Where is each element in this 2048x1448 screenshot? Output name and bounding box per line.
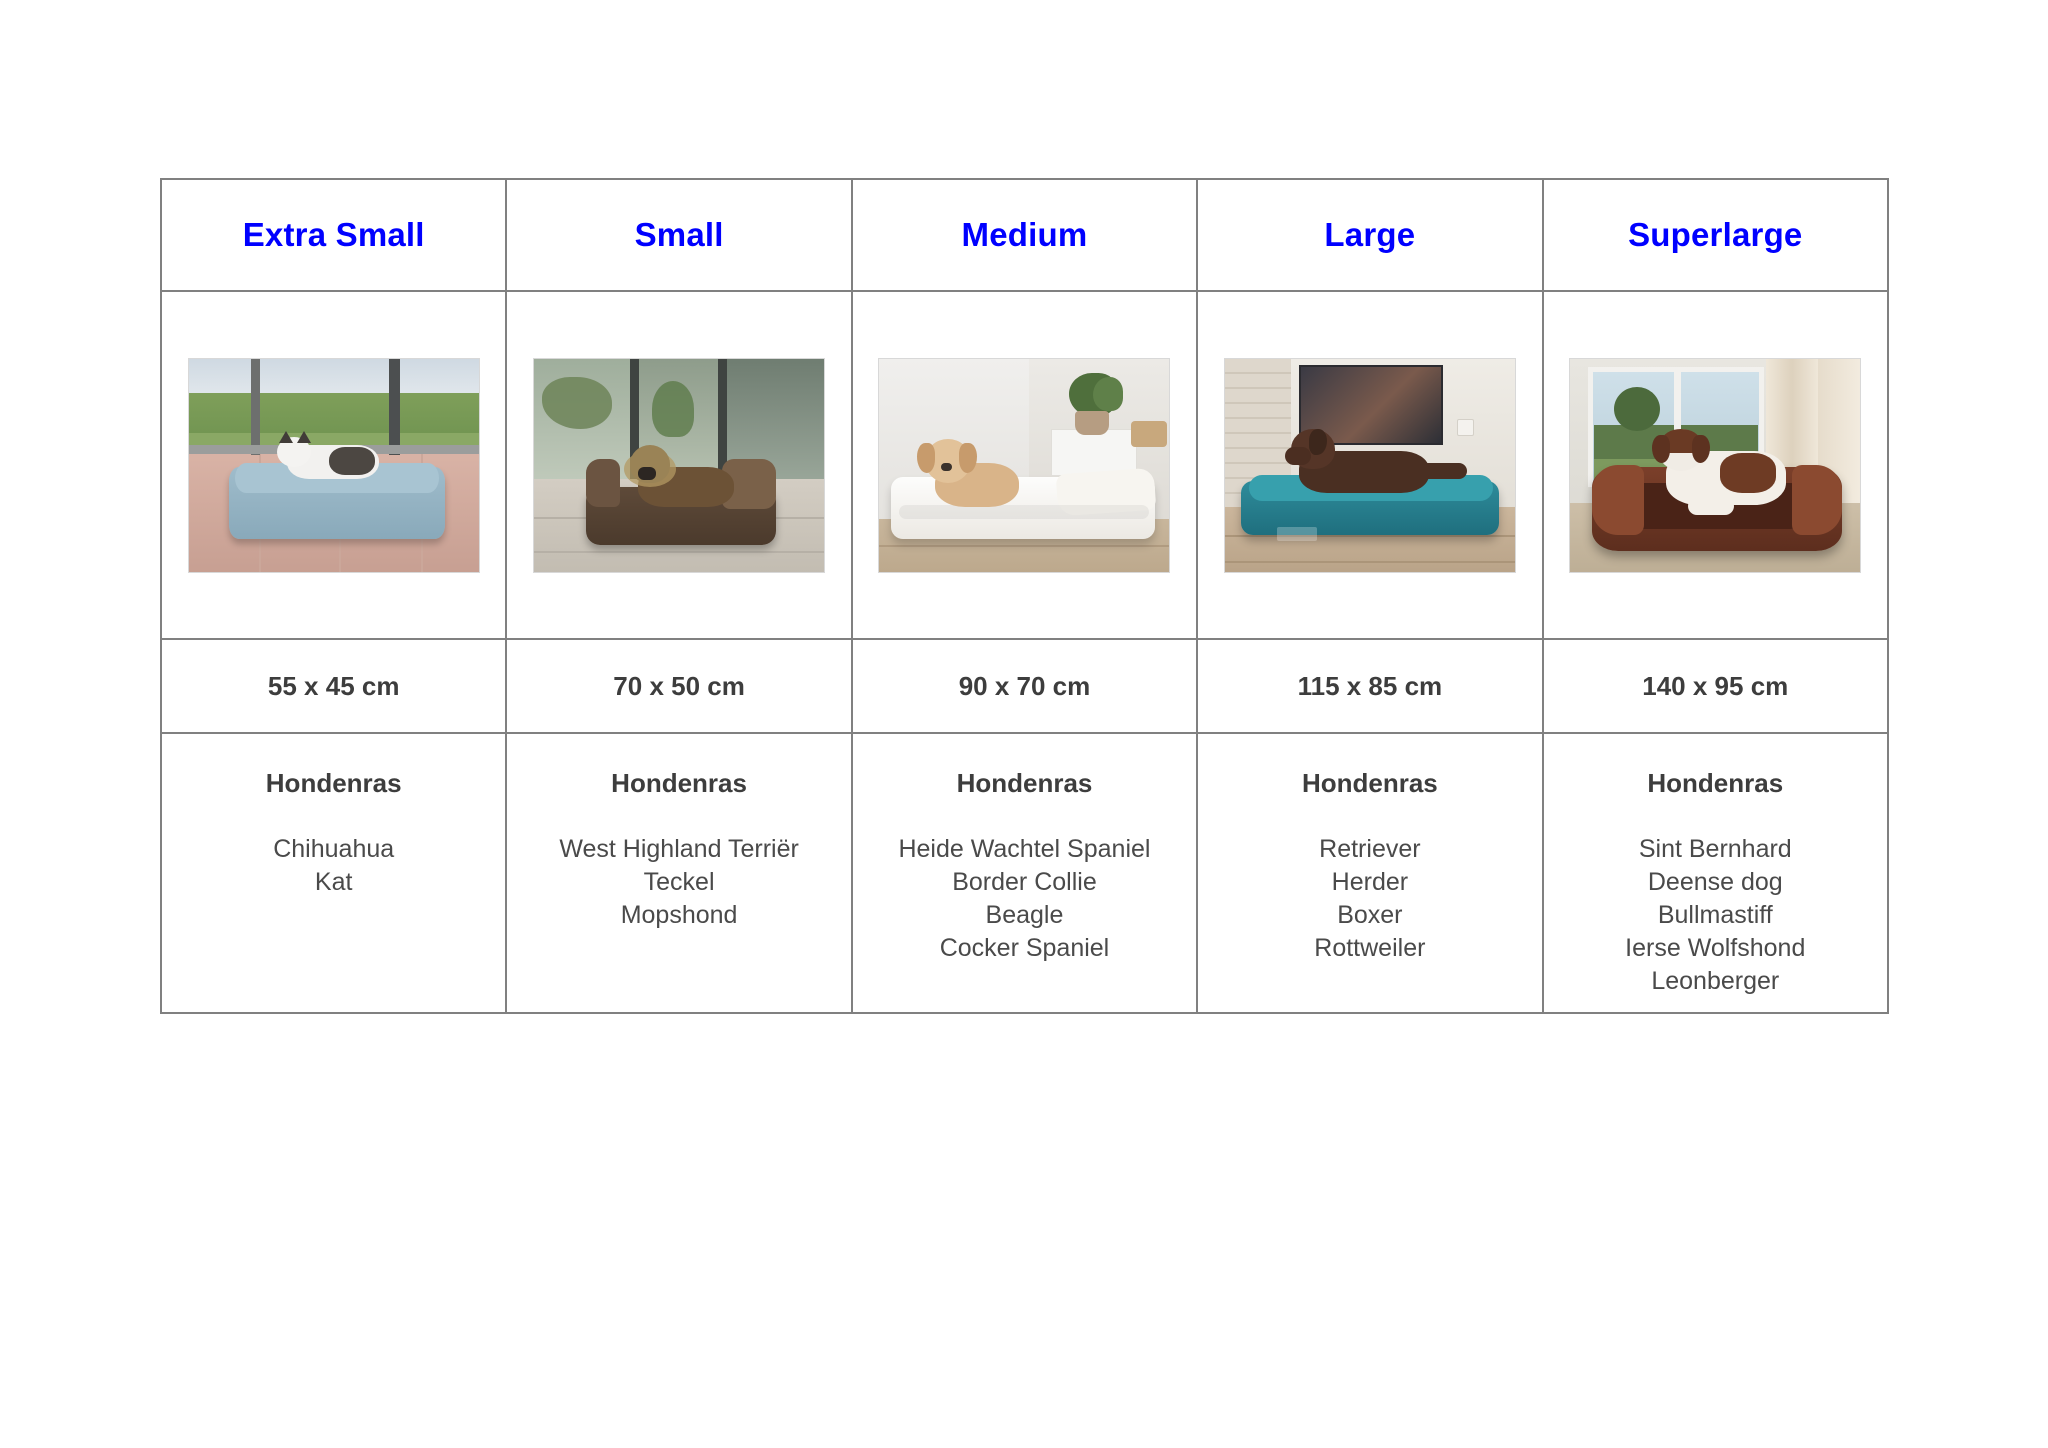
breeds-cell-small <box>506 733 851 1013</box>
product-photo-small <box>533 358 825 573</box>
product-photo-large <box>1224 358 1516 573</box>
breed-item: Ierse Wolfshond <box>1625 934 1806 962</box>
breed-item: Teckel <box>643 868 715 896</box>
photo-cell-extra-small <box>161 291 506 639</box>
dimension-cell-extra-small <box>161 639 506 733</box>
breed-item: Cocker Spaniel <box>939 934 1110 962</box>
breed-item: Rottweiler <box>1314 934 1426 962</box>
size-label: Large <box>1324 215 1416 253</box>
breed-item: Deense dog <box>1647 868 1783 896</box>
photo-cell-superlarge <box>1543 291 1888 639</box>
breeds-list <box>507 833 850 932</box>
breeds-title: Hondenras <box>265 768 402 798</box>
breeds-cell-extra-small <box>161 733 506 1013</box>
breeds-list <box>162 833 505 899</box>
breed-item: Leonberger <box>1651 967 1780 995</box>
dimension-value: 90 x 70 cm <box>958 670 1091 701</box>
product-photo-extra-small <box>188 358 480 573</box>
breed-item: Mopshond <box>620 901 738 929</box>
breeds-title: Hondenras <box>611 768 747 798</box>
breed-item: Retriever <box>1319 835 1421 863</box>
dimension-value: 70 x 50 cm <box>613 670 745 701</box>
breed-item: Bullmastiff <box>1657 901 1773 929</box>
table-breeds-row <box>161 733 1888 1013</box>
breeds-title: Hondenras <box>956 768 1093 798</box>
size-label: Superlarge <box>1628 215 1803 253</box>
dimension-value: 55 x 45 cm <box>267 670 400 701</box>
dimension-cell-small <box>506 639 851 733</box>
breeds-cell-large <box>1197 733 1542 1013</box>
header-cell-medium <box>852 179 1197 291</box>
breed-item: Herder <box>1331 868 1409 896</box>
dimension-value: 115 x 85 cm <box>1297 670 1443 701</box>
breeds-title: Hondenras <box>1301 768 1438 798</box>
breed-item: Beagle <box>985 901 1064 929</box>
header-cell-small <box>506 179 851 291</box>
dog-bed-size-table <box>160 178 1889 1014</box>
breed-item: Heide Wachtel Spaniel <box>898 835 1151 863</box>
dimension-cell-medium <box>852 639 1197 733</box>
breed-item: West Highland Terriër <box>559 835 799 863</box>
header-cell-large <box>1197 179 1542 291</box>
size-label: Medium <box>961 215 1088 253</box>
breeds-cell-medium <box>852 733 1197 1013</box>
dimension-cell-superlarge <box>1543 639 1888 733</box>
size-label: Extra Small <box>242 215 425 253</box>
breeds-list <box>1544 833 1887 998</box>
dimension-value: 140 x 95 cm <box>1642 670 1789 701</box>
breeds-cell-superlarge <box>1543 733 1888 1013</box>
table-header-row <box>161 179 1888 291</box>
breed-item: Kat <box>314 868 353 896</box>
breed-item: Chihuahua <box>273 835 395 863</box>
breed-item: Sint Bernhard <box>1638 835 1792 863</box>
breeds-list <box>1198 833 1541 965</box>
breeds-list <box>853 833 1196 965</box>
breed-item: Border Collie <box>952 868 1097 896</box>
table-dimensions-row <box>161 639 1888 733</box>
photo-cell-small <box>506 291 851 639</box>
table-photo-row <box>161 291 1888 639</box>
size-label: Small <box>634 215 724 253</box>
header-cell-superlarge <box>1543 179 1888 291</box>
photo-cell-medium <box>852 291 1197 639</box>
header-cell-extra-small <box>161 179 506 291</box>
photo-cell-large <box>1197 291 1542 639</box>
dimension-cell-large <box>1197 639 1542 733</box>
breeds-title: Hondenras <box>1647 768 1784 798</box>
product-photo-superlarge <box>1569 358 1861 573</box>
breed-item: Boxer <box>1337 901 1403 929</box>
product-photo-medium <box>878 358 1170 573</box>
